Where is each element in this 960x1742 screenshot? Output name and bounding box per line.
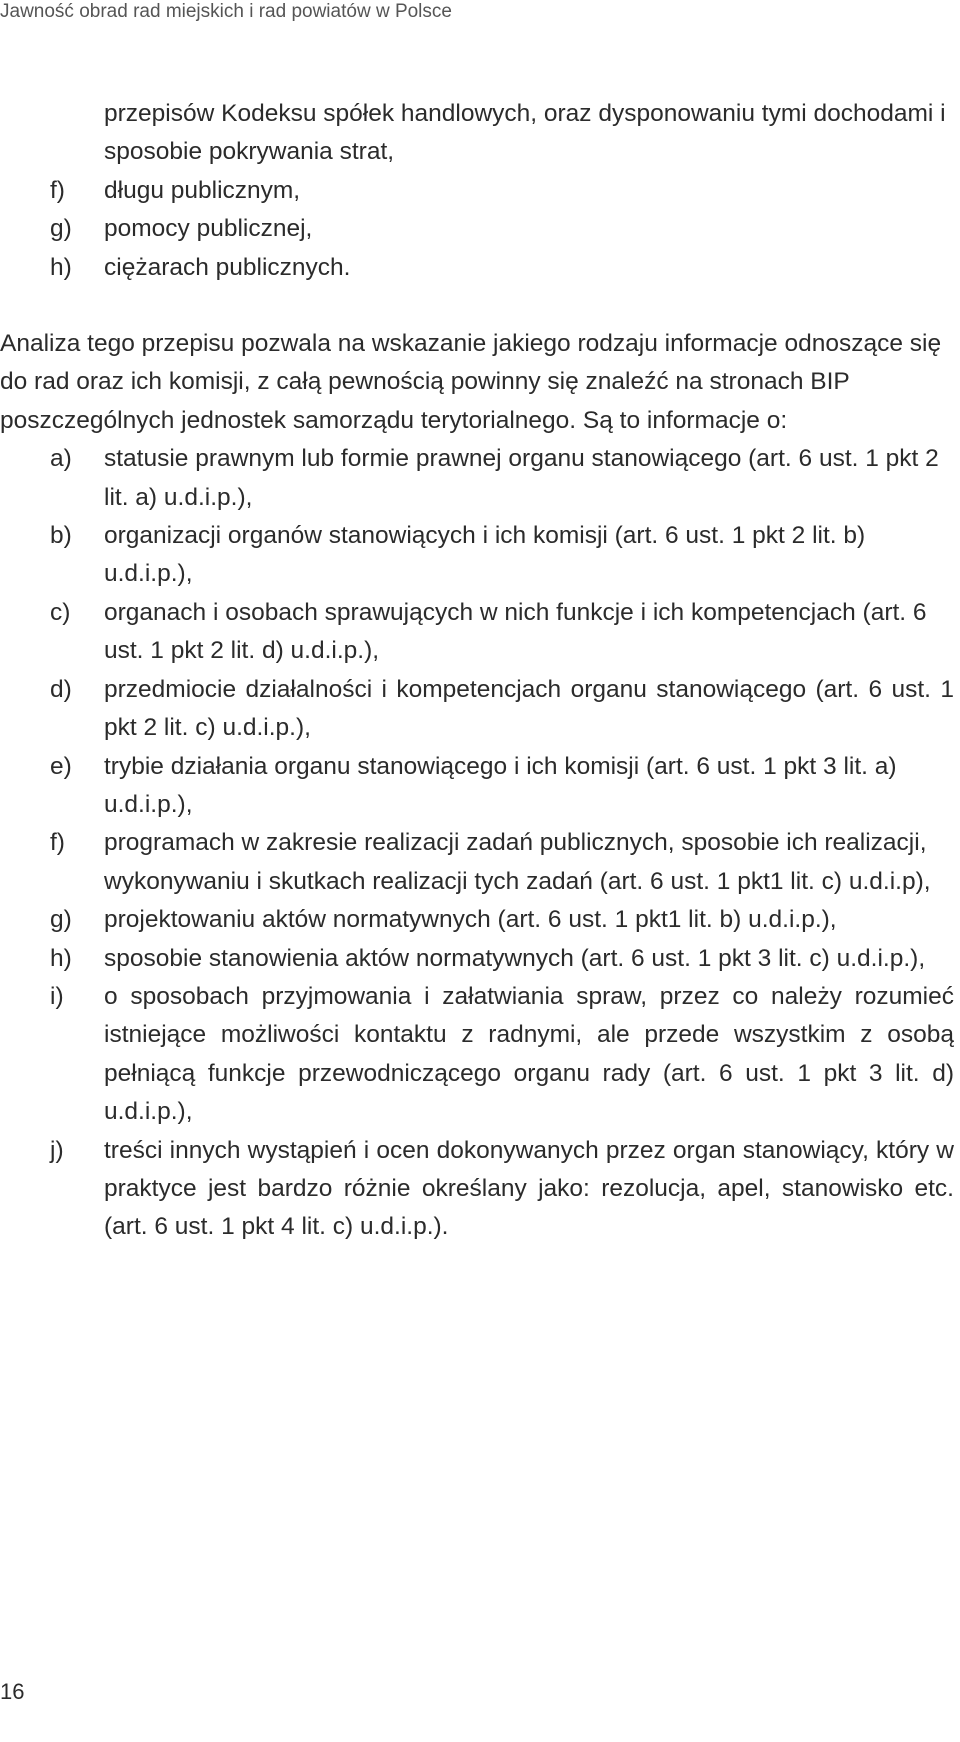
list-marker: j) — [50, 1136, 64, 1164]
list-marker: d) — [50, 675, 72, 703]
continuation-text: przepisów Kodeksu spółek handlowych, oraz dysponowaniu tymi dochodami i sposobie pokrywania strat, — [104, 100, 946, 166]
list-item-text: przedmiocie działalności i kompetencjach organu stanowiącego (art. 6 ust. 1 pkt 2 lit. c) u.d.i.p.), — [104, 675, 954, 742]
body-paragraph: Analiza tego przepisu pozwala na wskazanie jakiego rodzaju informacje odnoszące się do rad oraz ich komisji, z całą pewnością powinny się znaleźć na stronach BIP poszczególnych jednostek samorządu terytorialnego. Są to informacje o: — [0, 330, 942, 434]
list-item-text: długu publicznym, — [104, 176, 301, 204]
list-item-text: trybie działania organu stanowiącego i ich komisji (art. 6 ust. 1 pkt 3 lit. a) u.d.i.p.), — [104, 752, 897, 818]
list-marker: g) — [50, 906, 72, 934]
list-marker: g) — [50, 215, 72, 243]
list-item — [0, 748, 954, 825]
list-item — [0, 901, 954, 939]
list-a — [0, 172, 960, 287]
list-marker: h) — [50, 253, 72, 281]
list-item-text: treści innych wystąpień i ocen dokonywanych przez organ stanowiący, który w praktyce jest bardzo różnie określany jako: rezolucja, apel, stanowisko etc. (art. 6 ust. 1 pkt 4 lit. c) u.d.i.p.). — [104, 1136, 954, 1241]
list-marker: f) — [50, 829, 65, 857]
list-item — [0, 172, 954, 210]
list-item-text: sposobie stanowienia aktów normatywnych (art. 6 ust. 1 pkt 3 lit. c) u.d.i.p.), — [104, 944, 926, 972]
list-item — [0, 824, 954, 901]
list-marker: i) — [50, 982, 64, 1010]
list-marker: a) — [50, 445, 72, 473]
page-body — [0, 95, 960, 1247]
running-header: Jawność obrad rad miejskich i rad powiatów w Polsce — [0, 1, 452, 22]
list-item — [0, 1132, 954, 1247]
list-item — [0, 978, 954, 1132]
list-item-text: organizacji organów stanowiących i ich komisji (art. 6 ust. 1 pkt 2 lit. b) u.d.i.p.), — [104, 522, 866, 588]
list-item-text: programach w zakresie realizacji zadań publicznych, sposobie ich realizacji, wykonywaniu i skutkach realizacji tych zadań (art. 6 ust. 1 pkt1 lit. c) u.d.i.p), — [104, 829, 931, 895]
list-marker: e) — [50, 752, 72, 780]
list-b — [0, 440, 954, 1247]
list-item-text: organach i osobach sprawujących w nich funkcje i ich kompetencjach (art. 6 ust. 1 pkt 2 lit. d) u.d.i.p.), — [104, 598, 927, 665]
list-item-text: statusie prawnym lub formie prawnej organu stanowiącego (art. 6 ust. 1 pkt 2 lit. a) u.d.i.p.), — [104, 445, 939, 511]
list-item — [0, 671, 954, 748]
list-item — [0, 517, 954, 594]
list-item-text: o sposobach przyjmowania i załatwiania spraw, przez co należy rozumieć istniejące możliwości kontaktu z radnymi, ale przede wszystkim z osobą pełniącą funkcje przewodniczącego organu rady (art. 6 ust. 1 pkt 3 lit. d) u.d.i.p.), — [104, 982, 954, 1126]
list-marker: b) — [50, 522, 72, 550]
page-number: 16 — [0, 1679, 25, 1704]
list-item — [0, 210, 954, 248]
list-marker: h) — [50, 944, 72, 972]
list-item — [0, 249, 954, 287]
list-item-text: ciężarach publicznych. — [104, 253, 351, 281]
list-item — [0, 440, 954, 517]
list-marker: f) — [50, 176, 65, 204]
list-marker: c) — [50, 598, 71, 626]
list-item-text: pomocy publicznej, — [104, 215, 313, 243]
list-item — [0, 940, 954, 978]
list-item-text: projektowaniu aktów normatywnych (art. 6 ust. 1 pkt1 lit. b) u.d.i.p.), — [104, 906, 837, 934]
list-item — [0, 594, 954, 671]
